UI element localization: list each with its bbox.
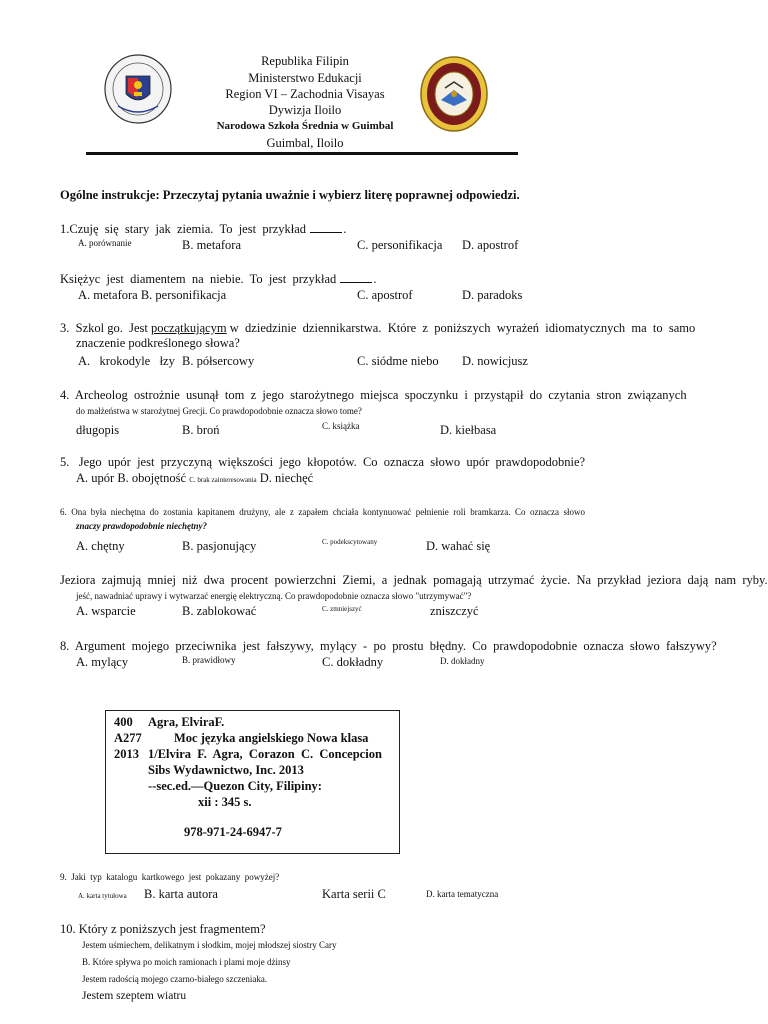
q5-option-ab: A. upór B. obojętność (76, 471, 187, 485)
question-1-text (60, 222, 346, 237)
q1-option-b: B. metafora (182, 238, 242, 252)
q4-option-c: C. książka (322, 421, 360, 431)
instructions: Ogólne instrukcje: Przeczytaj pytania uważnie i wybierz literę poprawnej odpowiedzi. (60, 188, 520, 202)
catalog-card (105, 710, 400, 854)
question-6-line-2: znaczy prawdopodobnie niechętny? (76, 521, 208, 531)
question-3-line-1 (60, 321, 695, 336)
q7-option-a: A. wsparcie (76, 604, 136, 618)
question-9-text: 9. Jaki typ katalogu kartkowego jest pokazany powyżej? (60, 872, 280, 882)
question-3-start: 3. Szkol go. Jest (60, 321, 148, 335)
q6-option-a: A. chętny (76, 539, 125, 553)
card-title: Moc języka angielskiego Nowa klasa (174, 731, 369, 745)
card-isbn: 978-971-24-6947-7 (184, 825, 282, 839)
question-1-end: . (343, 222, 347, 236)
header-divider (86, 152, 518, 155)
header-division: Dywizja Iloilo (268, 103, 342, 117)
question-7-line-1: Jeziora zajmują mniej niż dwa procent powierzchni Ziemi, a jednak pomagają utrzymać życie. Na przykład jeziora dają nam ryby. (60, 573, 768, 587)
q10-option-d: Jestem szeptem wiatru (82, 990, 187, 1002)
q4-option-a: długopis (76, 423, 120, 437)
q10-option-c: Jestem radością mojego czarno-białego szczeniaka. (82, 974, 268, 984)
card-author: Agra, ElviraF. (148, 715, 225, 729)
q2-option-ab: A. metafora B. personifikacja (78, 288, 227, 302)
answer-blank (310, 222, 342, 233)
q8-option-b: B. prawidłowy (182, 655, 236, 665)
q9-option-c: Karta serii C (322, 887, 386, 901)
question-2-stem: Księżyc jest diamentem na niebie. To jest przykład (60, 272, 337, 286)
header-ministry: Ministerstwo Edukacji (248, 71, 362, 85)
underlined-word: początkującym (150, 321, 227, 335)
question-3-rest: w dziedzinie dziennikarstwa. Które z poniższych wyrażeń idiomatycznych ma to samo (229, 321, 696, 335)
q10-option-b: B. Które spływa po moich ramionach i plami moje dżinsy (82, 957, 291, 967)
q1-option-a: A. porównanie (78, 238, 132, 248)
deped-seal-logo (104, 54, 172, 124)
card-pages: xii : 345 s. (198, 795, 252, 809)
q5-option-c: C. brak zainteresowania (189, 476, 257, 484)
header-country: Republika Filipin (261, 54, 349, 68)
q3-option-a: A. krokodyle łzy (78, 354, 175, 368)
answer-blank (340, 272, 372, 283)
question-2-text (60, 272, 377, 287)
q7-option-b: B. zablokować (182, 604, 257, 618)
q1-option-d: D. apostrof (462, 238, 519, 252)
q8-option-c: C. dokładny (322, 655, 384, 669)
card-edition: --sec.ed.—Quezon City, Filipiny: (148, 779, 322, 793)
q3-option-c: C. siódme niebo (357, 354, 439, 368)
q7-option-c: C. zmniejszyć (322, 605, 362, 613)
card-authors: 1/Elvira F. Agra, Corazon C. Concepcion (148, 747, 382, 761)
question-10-text: 10. Który z poniższych jest fragmentem? (60, 922, 266, 936)
question-8-line-1: 8. Argument mojego przeciwnika jest fałszywy, mylący - po prostu błędny. Co prawdopodobnie oznacza słowo fałszywy? (60, 639, 717, 653)
q4-option-b: B. broń (182, 423, 220, 437)
q3-option-b: B. półsercowy (182, 354, 255, 368)
card-call-number-1: 400 (114, 715, 133, 729)
question-2-end: . (373, 272, 377, 286)
q10-option-a: Jestem uśmiechem, delikatnym i słodkim, mojej młodszej siostry Cary (82, 940, 337, 950)
card-call-number-3: 2013 (114, 747, 139, 761)
q7-option-d: zniszczyć (430, 604, 479, 618)
question-6-line-1: 6. Ona była niechętna do zostania kapitanem drużyny, ale z zapałem chciała kontynuować pełnienie roli bramkarza. Co oznacza słowo (60, 507, 585, 517)
header-address: Guimbal, Iloilo (266, 136, 344, 150)
q6-option-c: C. podekscytowany (322, 538, 378, 546)
q4-option-d: D. kiełbasa (440, 423, 497, 437)
q8-option-a: A. mylący (76, 655, 129, 669)
q6-option-b: B. pasjonujący (182, 539, 257, 553)
card-call-number-2: A277 (114, 731, 142, 745)
question-7-line-2: jeść, nawadniać uprawy i wytwarzać energię elektryczną. Co prawdopodobnie oznacza słowo "utrzymywać"? (76, 591, 472, 601)
q2-option-c: C. apostrof (357, 288, 413, 302)
q1-option-c: C. personifikacja (357, 238, 443, 252)
question-4-line-2: do małżeństwa w starożytnej Grecji. Co prawdopodobnie oznacza słowo tome? (76, 406, 362, 416)
q2-option-d: D. paradoks (462, 288, 523, 302)
question-1-stem: 1.Czuję się stary jak ziemia. To jest przykład (60, 222, 307, 236)
question-5-line-1: 5. Jego upór jest przyczyną większości jego kłopotów. Co oznacza słowo upór prawdopodobnie? (60, 455, 586, 469)
q6-option-d: D. wahać się (426, 539, 491, 553)
q5-option-d: D. niechęć (259, 471, 314, 485)
question-4-line-1: 4. Archeolog ostrożnie usunął tom z jego starożytnego miejsca spoczynku i przystąpił do czytania stron związanych (60, 388, 687, 402)
header-region: Region VI – Zachodnia Visayas (225, 87, 385, 101)
q3-option-d: D. nowicjusz (462, 354, 528, 368)
header-school-name: Narodowa Szkoła Średnia w Guimbal (216, 120, 394, 132)
card-publisher: Sibs Wydawnictwo, Inc. 2013 (148, 763, 304, 777)
q9-option-a: A. karta tytułowa (78, 892, 127, 900)
question-3-line-2: znaczenie podkreślonego słowa? (76, 336, 240, 350)
question-5-options (76, 471, 313, 488)
q8-option-d: D. dokładny (440, 656, 485, 666)
q9-option-b: B. karta autora (144, 887, 218, 901)
q9-option-d: D. karta tematyczna (426, 889, 499, 899)
